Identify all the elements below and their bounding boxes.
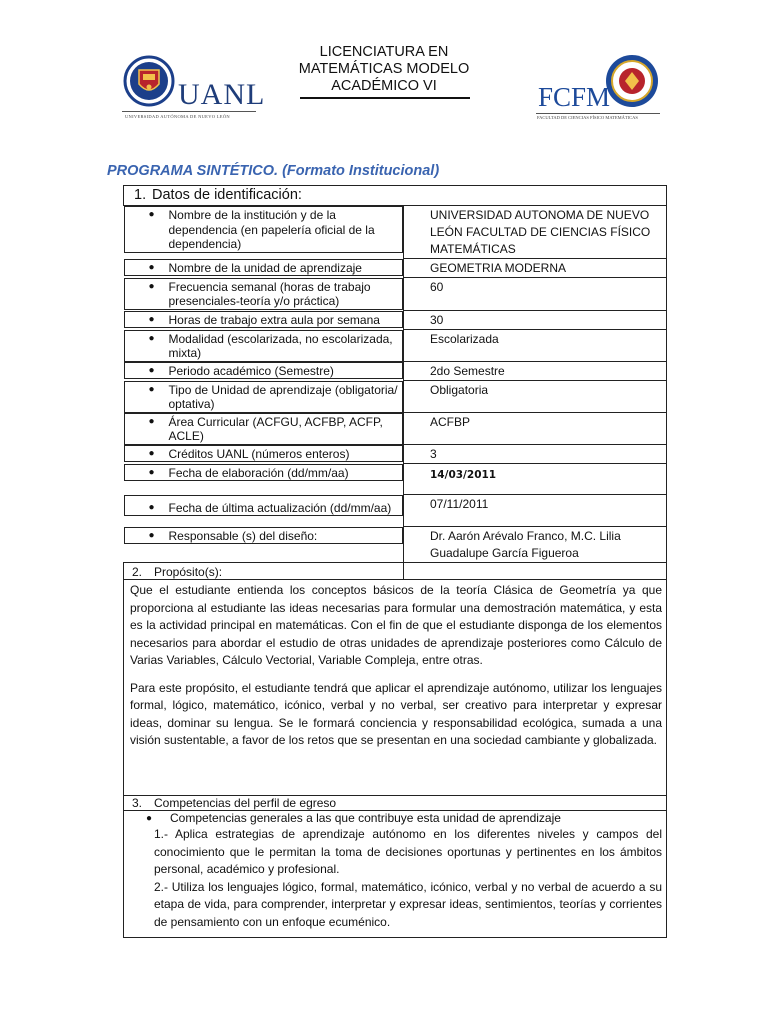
- bullet-icon: ●: [148, 364, 155, 376]
- table-row: [124, 495, 667, 527]
- table-row: [124, 206, 667, 259]
- row-label: ● Modalidad (escolarizada, no escolarizada, mixta): [124, 330, 404, 362]
- row-value: Escolarizada: [404, 330, 667, 362]
- competency-item-2: 2.- Utiliza los lenguajes lógico, formal, matemático, icónico, verbal y no verbal de acuerdo a su etapa de vida, para comprender, interpretar y expresar ideas, sentimientos, teorías y corrientes de pensamiento con un enfoque ecuménico.: [154, 879, 663, 929]
- bullet-icon: ●: [146, 813, 153, 824]
- purpose-header-row: [124, 563, 667, 580]
- table-row: [124, 330, 667, 362]
- row-value: GEOMETRIA MODERNA: [404, 259, 667, 278]
- row-label: ● Nombre de la unidad de aprendizaje: [124, 259, 404, 277]
- fcfm-wordmark: FCFM: [538, 82, 611, 112]
- row-label: ● Frecuencia semanal (horas de trabajo presenciales-teoría y/o práctica): [124, 278, 404, 310]
- competencies-content: [124, 811, 667, 938]
- table-row: [124, 278, 667, 311]
- fcfm-seal-icon: [534, 54, 664, 124]
- row-value: 60: [404, 278, 667, 311]
- bullet-icon: ●: [148, 332, 155, 344]
- fcfm-caption: FACULTAD DE CIENCIAS FÍSICO MATEMÁTICAS: [537, 115, 638, 120]
- title-line-2: MATEMÁTICAS MODELO: [298, 61, 470, 77]
- bullet-icon: ●: [148, 415, 155, 427]
- row-value: 07/11/2011: [404, 495, 667, 527]
- section-title: PROGRAMA SINTÉTICO. (Formato Institucional): [107, 163, 440, 179]
- table-row: [124, 362, 667, 381]
- row-label: ● Fecha de última actualización (dd/mm/aa): [124, 495, 404, 517]
- purpose-text: [124, 580, 667, 796]
- bullet-icon: ●: [148, 383, 155, 395]
- identification-header-row: [124, 186, 667, 206]
- synthetic-program-table: [123, 185, 667, 938]
- competency-item-1: 1.- Aplica estrategias de aprendizaje autónomo en los diferentes niveles y campos del conocimiento que le permitan la toma de decisiones oportunas y pertinentes en los ámbitos personal, académico y profesional.: [154, 827, 663, 876]
- bullet-icon: ●: [148, 529, 155, 541]
- purpose-paragraph-1: Que el estudiante entienda los conceptos básicos de la teoría Clásica de Geometría ya que proporciona al estudiante las ideas necesarias para formular una demostración matemática, y esta es la actividad principal en matemáticas. Con el fin de que el estudiante disponga de los elementos necesarios para abordar el estudio de otras unidades de aprendizaje posteriores como Cálculo de Varias Variables, Cálculo Vectorial, Variable Compleja, entre otras.: [130, 583, 663, 667]
- competencies-body-row: [124, 811, 667, 938]
- title-underline: [300, 97, 470, 99]
- competencies-bullet: ● Competencias generales a las que contribuye esta unidad de aprendizaje: [146, 811, 561, 825]
- document-header: [0, 0, 768, 160]
- row-label: ● Horas de trabajo extra aula por semana: [124, 311, 404, 329]
- bullet-icon: ●: [148, 313, 155, 325]
- row-value: Obligatoria: [404, 381, 667, 413]
- uanl-logo: [122, 54, 266, 124]
- fcfm-logo: [534, 54, 664, 124]
- row-label: ● Periodo académico (Semestre): [124, 362, 404, 380]
- bullet-icon: ●: [148, 280, 155, 292]
- purpose-heading: 2. Propósito(s):: [124, 563, 404, 580]
- row-value: 2do Semestre: [404, 362, 667, 381]
- uanl-caption: UNIVERSIDAD AUTÓNOMA DE NUEVO LEÓN: [125, 114, 230, 119]
- uanl-wordmark: UANL: [178, 78, 266, 111]
- row-label: ● Créditos UANL (números enteros): [124, 445, 404, 463]
- row-label: ● Responsable (s) del diseño:: [124, 527, 404, 545]
- bullet-icon: ●: [148, 501, 155, 513]
- competencies-header-row: [124, 796, 667, 811]
- table-row: [124, 381, 667, 413]
- row-value: ACFBP: [404, 413, 667, 445]
- table-row: [124, 413, 667, 445]
- program-title: [298, 44, 470, 95]
- row-label: ● Fecha de elaboración (dd/mm/aa): [124, 464, 404, 482]
- row-value: 30: [404, 311, 667, 330]
- bullet-icon: ●: [148, 261, 155, 273]
- row-value: 14/03/2011: [404, 464, 667, 495]
- row-label: ● Nombre de la institución y de la dependencia (en papelería oficial de la dependencia): [124, 206, 404, 253]
- row-value: 3: [404, 445, 667, 464]
- table-row: [124, 527, 667, 563]
- table-row: [124, 311, 667, 330]
- competencies-heading: 3. Competencias del perfil de egreso: [124, 796, 667, 811]
- bullet-icon: ●: [148, 209, 155, 220]
- bullet-icon: ●: [148, 447, 155, 459]
- purpose-paragraph-2: Para este propósito, el estudiante tendrá que aplicar el aprendizaje autónomo, utilizar los lenguajes formal, lógico, matemático, icónico, verbal y no verbal, ser creativo para interpretar y expresar ideas, dominar su lengua. Se le formará conciencia y responsabilidad ecológica, sumada a una visión sustentable, a favor de los retos que se presentan en una sociedad cambiante y globalizada.: [130, 680, 663, 747]
- purpose-body-row: [124, 580, 667, 796]
- identification-heading: 1. Datos de identificación:: [124, 186, 667, 206]
- row-value: UNIVERSIDAD AUTONOMA DE NUEVO LEÓN FACULTAD DE CIENCIAS FÍSICO MATEMÁTICAS: [404, 206, 667, 259]
- row-label: ● Tipo de Unidad de aprendizaje (obligatoria/ optativa): [124, 381, 404, 413]
- table-row: [124, 445, 667, 464]
- table-row: [124, 464, 667, 495]
- bullet-icon: ●: [148, 466, 155, 478]
- table-row: [124, 259, 667, 278]
- title-line-1: LICENCIATURA EN: [319, 44, 449, 60]
- purpose-heading-empty-cell: [404, 563, 667, 580]
- row-value: Dr. Aarón Arévalo Franco, M.C. Lilia Guadalupe García Figueroa: [404, 527, 667, 563]
- row-label: ● Área Curricular (ACFGU, ACFBP, ACFP, ACLE): [124, 413, 404, 445]
- title-line-3: ACADÉMICO VI: [331, 78, 437, 94]
